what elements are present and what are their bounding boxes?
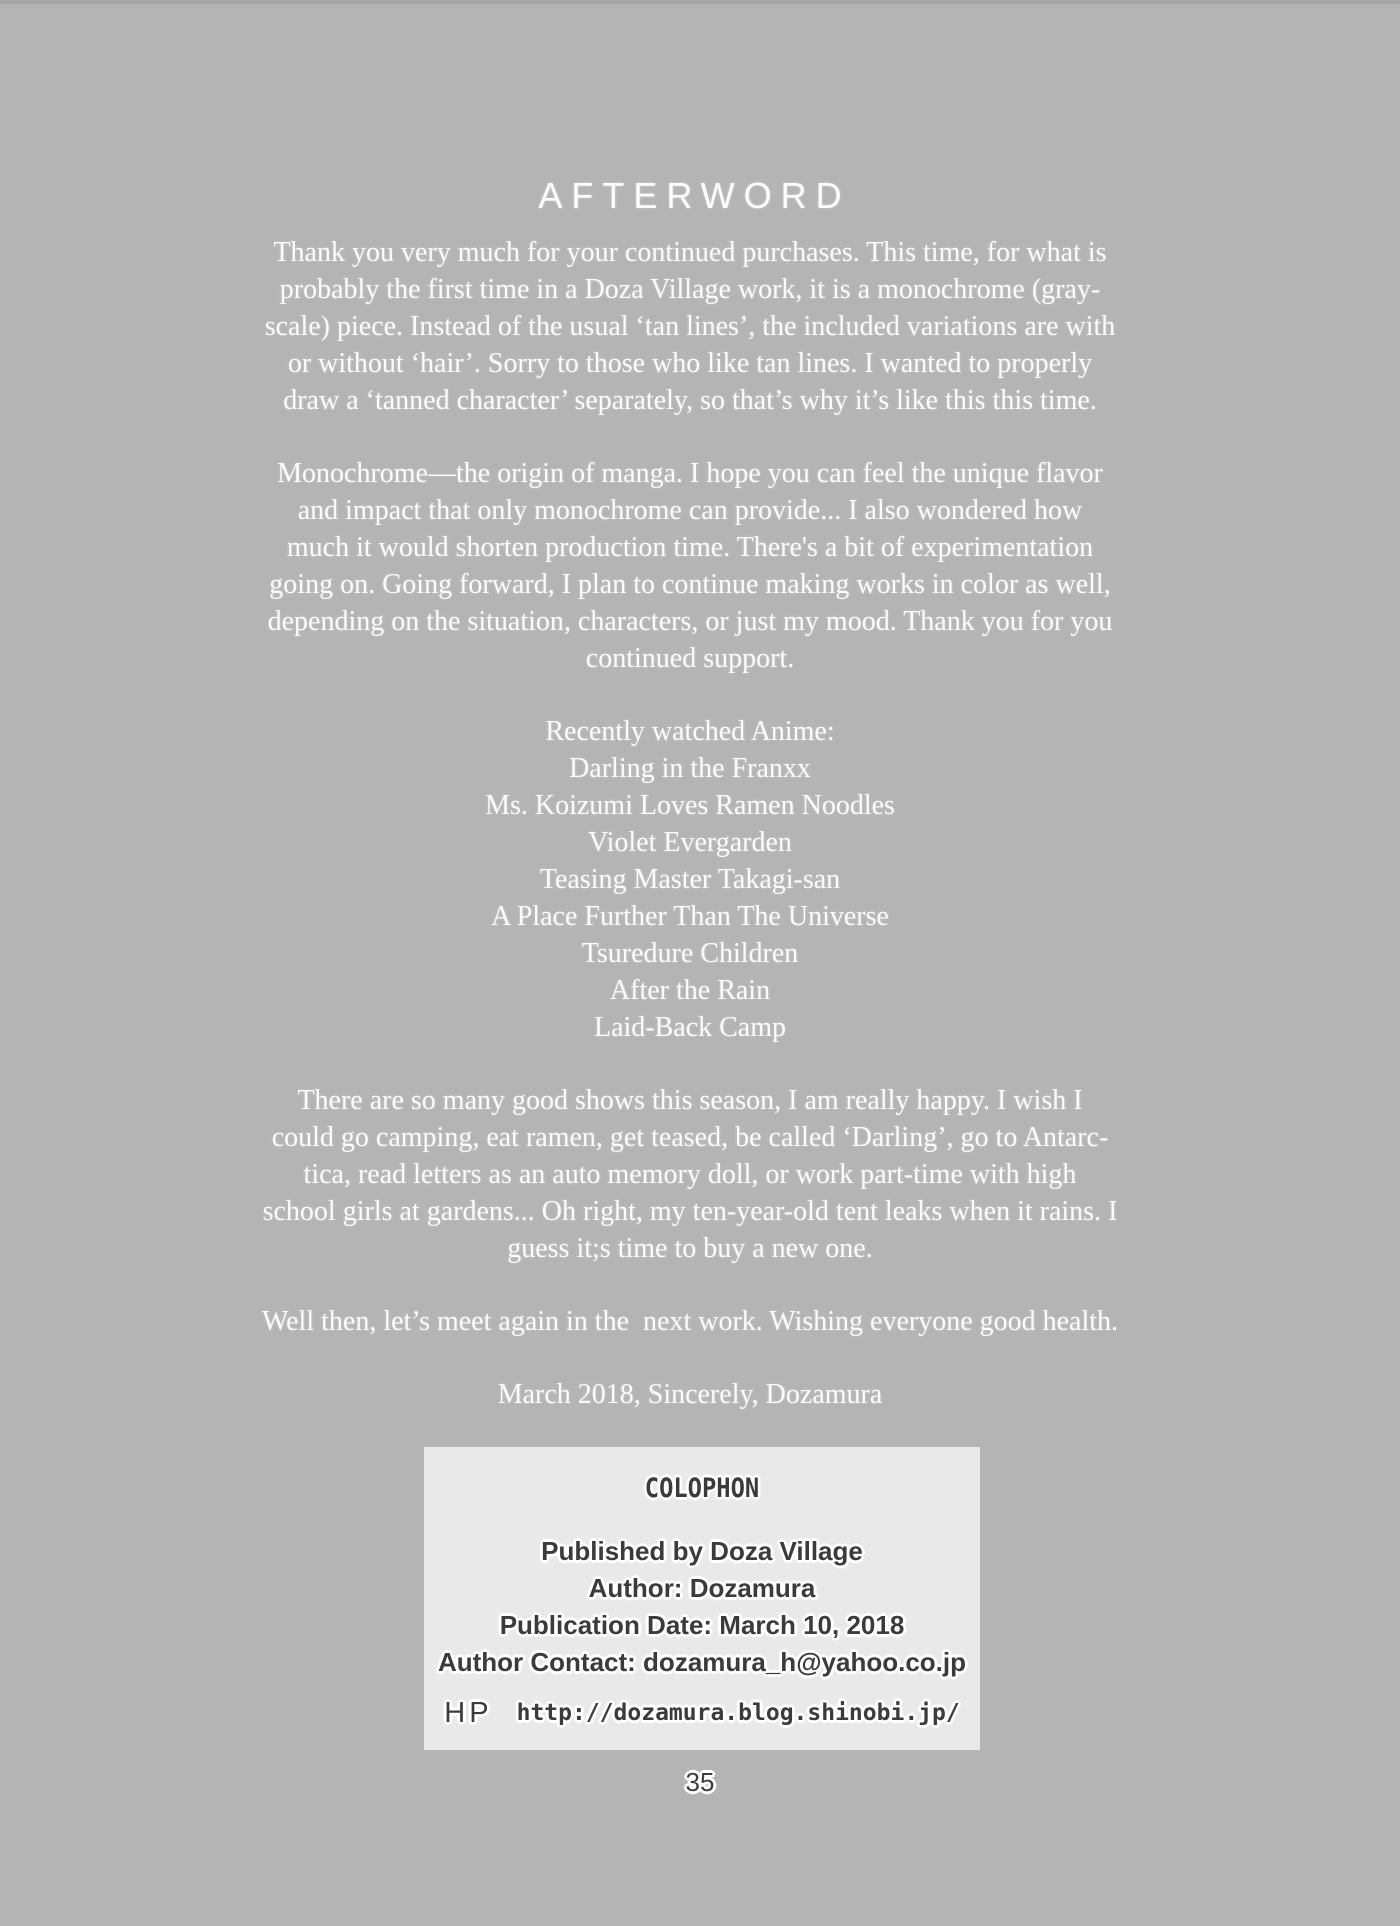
afterword-text-column — [170, 0, 1210, 1413]
paragraph-line: depending on the situation, characters, or just my mood. Thank you for you — [267, 606, 1113, 637]
paragraph-line: Thank you very much for your continued purchases. This time, for what is — [273, 237, 1107, 268]
homepage-row — [424, 1695, 980, 1731]
homepage-url: http://dozamura.blog.shinobi.jp/ — [516, 1700, 960, 1726]
paragraph-line: There are so many good shows this season, I am really happy. I wish I — [297, 1085, 1083, 1116]
anime-list-item: Laid-Back Camp — [593, 1012, 787, 1043]
page-title: AFTERWORD — [538, 175, 851, 216]
paragraph-line: and impact that only monochrome can provide... I also wondered how — [297, 495, 1083, 526]
paragraph-line: scale) piece. Instead of the usual ‘tan lines’, the included variations are with — [264, 311, 1116, 342]
paragraph-line: continued support. — [585, 643, 795, 674]
paragraph-monochrome — [170, 455, 1210, 677]
paragraph-line: probably the first time in a Doza Village work, it is a monochrome (gray- — [279, 274, 1101, 305]
colophon-line: Author Contact: dozamura_h@yahoo.co.jp — [437, 1647, 967, 1677]
colophon-line: Author: Dozamura — [588, 1573, 816, 1603]
anime-list-item: After the Rain — [609, 975, 771, 1006]
signoff-block — [170, 1376, 1210, 1413]
paragraph-line: could go camping, eat ramen, get teased, be called ‘Darling’, go to Antarc- — [271, 1122, 1109, 1153]
colophon-line: Published by Doza Village — [541, 1536, 863, 1566]
colophon-title: COLOPHON — [644, 1473, 760, 1504]
paragraph-line: school girls at gardens... Oh right, my ten-year-old tent leaks when it rains. I — [262, 1196, 1118, 1227]
colophon-box — [424, 1447, 980, 1750]
closing-line: Well then, let’s meet again in the next work. Wishing everyone good health. — [261, 1306, 1119, 1337]
anime-list-item: Ms. Koizumi Loves Ramen Noodles — [485, 790, 895, 821]
paragraph-line: draw a ‘tanned character’ separately, so that’s why it’s like this this time. — [283, 385, 1097, 416]
paragraph-season — [170, 1082, 1210, 1267]
anime-list-item: Darling in the Franxx — [569, 753, 811, 784]
anime-list-heading: Recently watched Anime: — [545, 716, 835, 747]
page-number: 35 — [685, 1767, 715, 1797]
homepage-label: HP — [444, 1697, 493, 1729]
anime-list-item: Tsuredure Children — [581, 938, 799, 969]
closing-line-block — [170, 1303, 1210, 1340]
paragraph-thanks — [170, 234, 1210, 419]
paragraph-line: going on. Going forward, I plan to continue making works in color as well, — [269, 569, 1111, 600]
paragraph-line: Monochrome—the origin of manga. I hope you can feel the unique flavor — [277, 458, 1103, 489]
colophon-line: Publication Date: March 10, 2018 — [499, 1610, 905, 1640]
paragraph-line: or without ‘hair’. Sorry to those who like tan lines. I wanted to properly — [287, 348, 1093, 379]
paragraph-line: guess it;s time to buy a new one. — [507, 1233, 873, 1264]
anime-list-item: Teasing Master Takagi-san — [539, 864, 841, 895]
paragraph-line: tica, read letters as an auto memory doll, or work part-time with high — [303, 1159, 1077, 1190]
anime-list-item: A Place Further Than The Universe — [491, 901, 889, 932]
anime-list-item: Violet Evergarden — [588, 827, 792, 858]
anime-list-block — [170, 713, 1210, 1046]
colophon-details — [424, 1533, 980, 1681]
signoff-line: March 2018, Sincerely, Dozamura — [497, 1379, 883, 1410]
paragraph-line: much it would shorten production time. There's a bit of experimentation — [286, 532, 1094, 563]
anime-list — [170, 750, 1210, 1046]
